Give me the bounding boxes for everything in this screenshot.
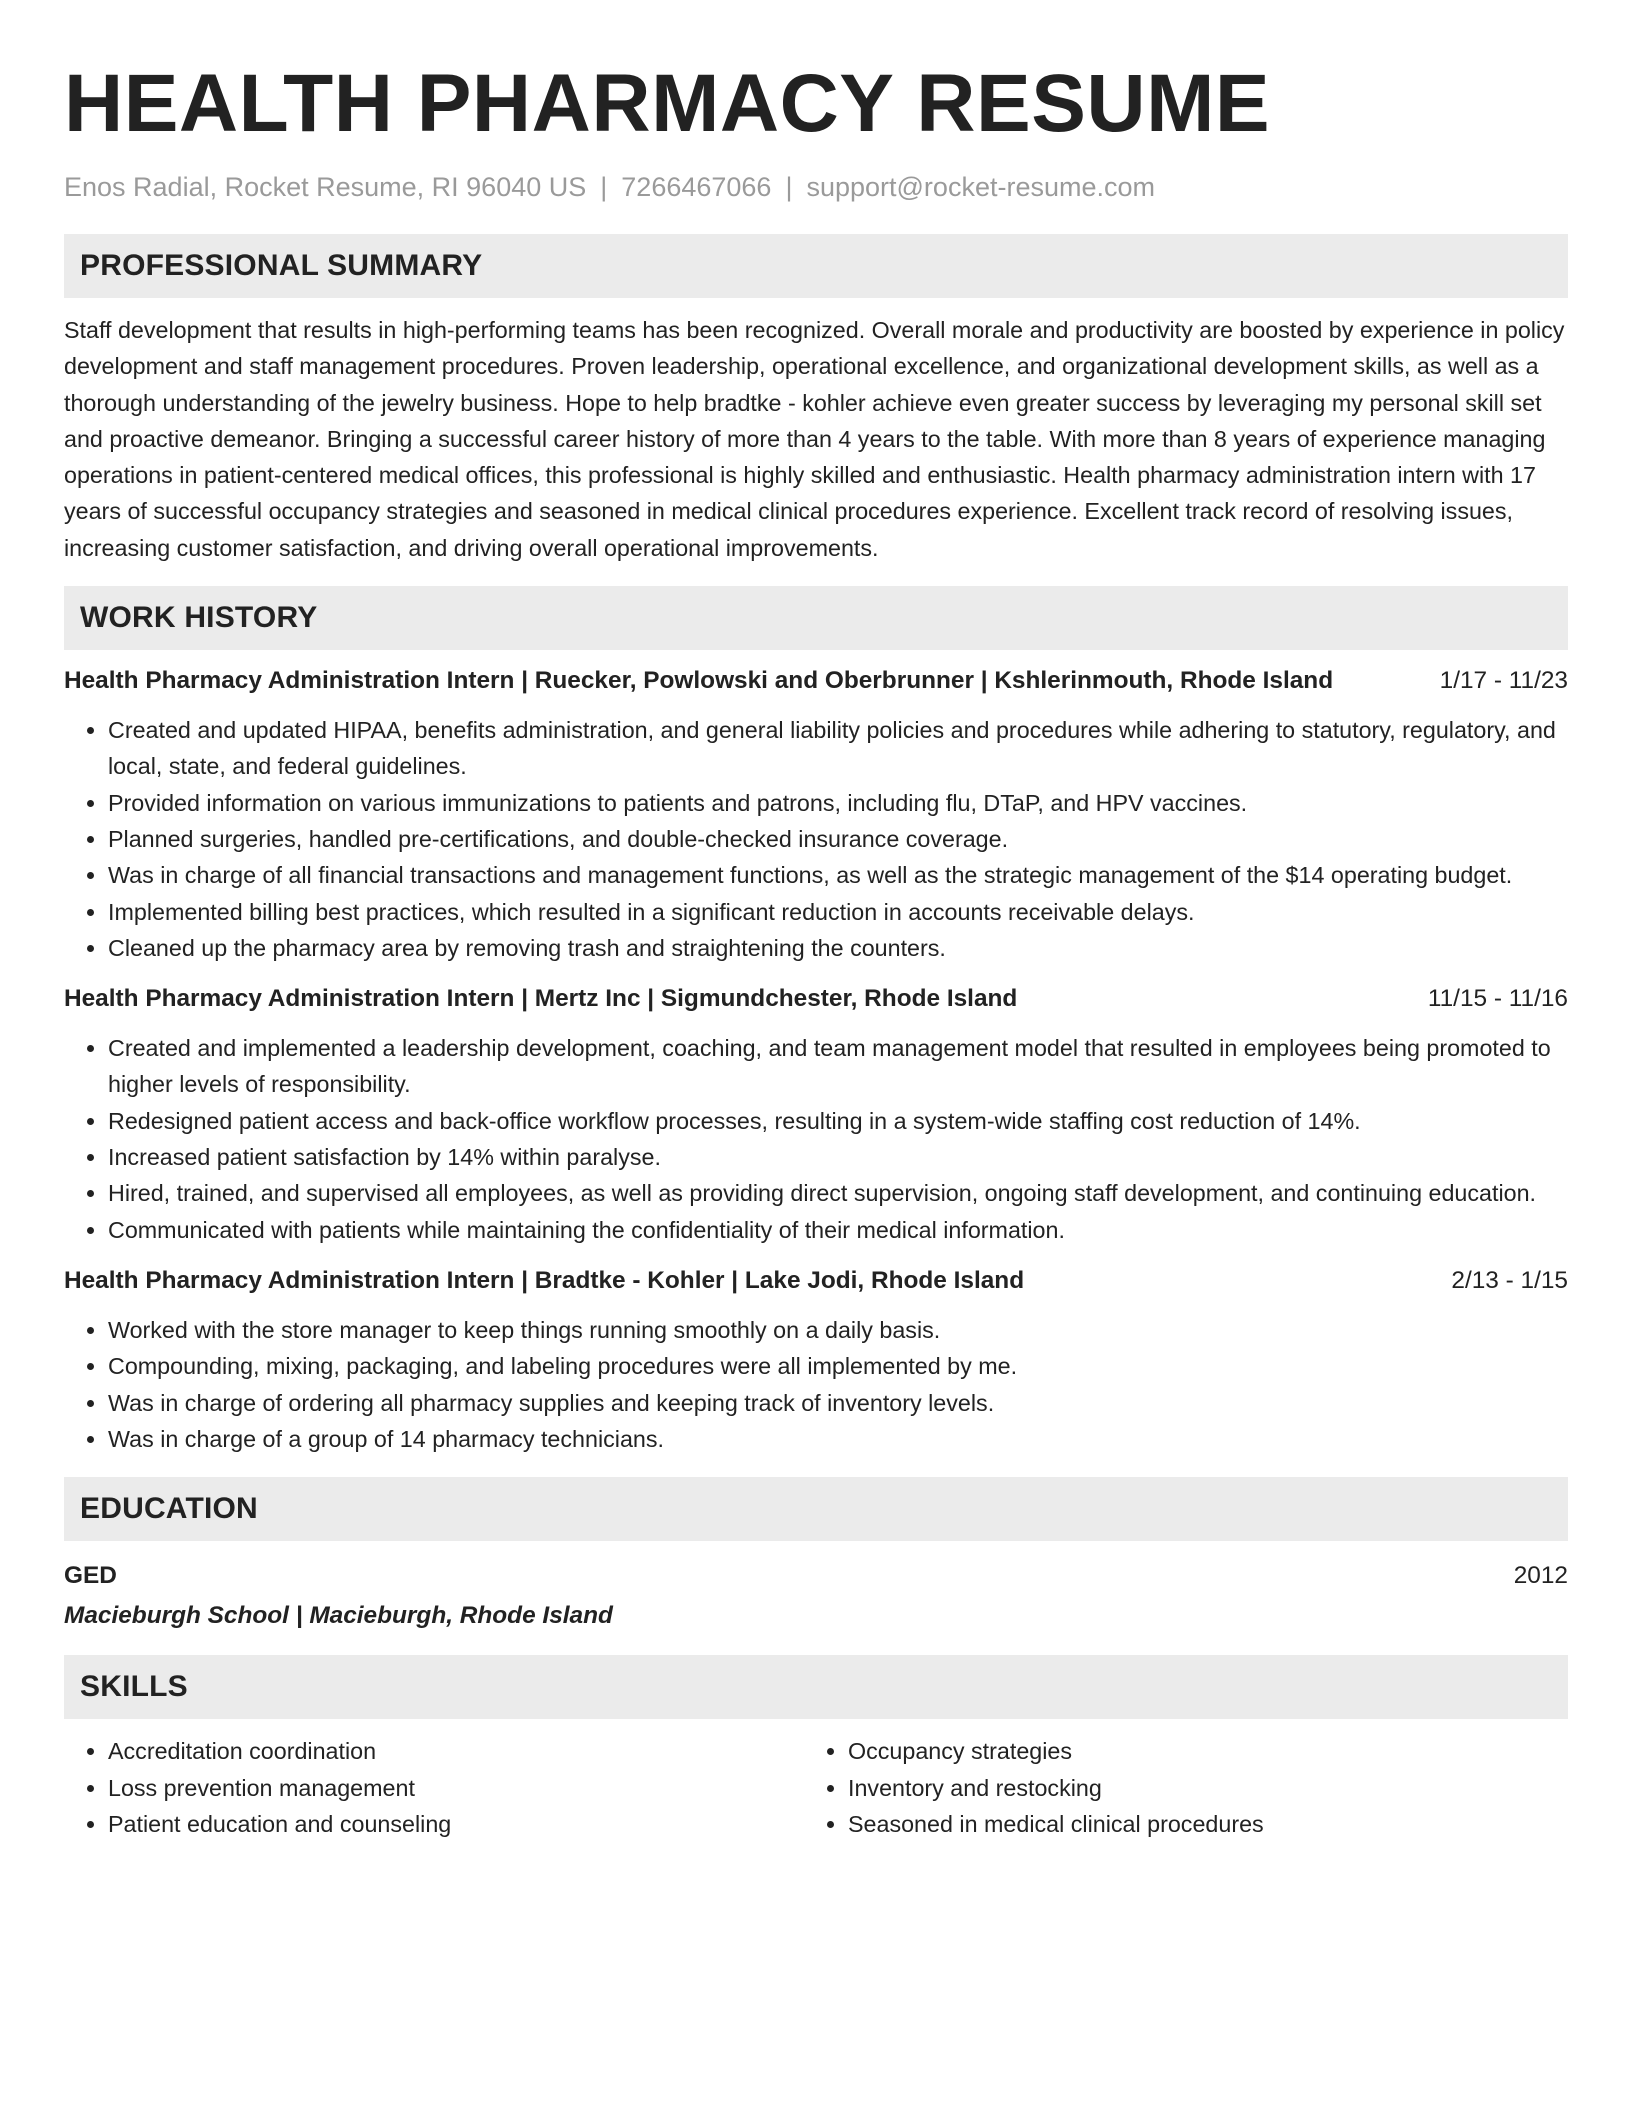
skill-item: • Patient education and counseling (108, 1806, 804, 1843)
skill-item: • Loss prevention management (108, 1770, 804, 1807)
job-bullet: • Created and implemented a leadership development, coaching, and team management model that resulted in employees being promoted to higher levels of responsibility. (108, 1030, 1568, 1103)
job-heading (64, 982, 1568, 1016)
education-year: 2012 (1513, 1562, 1568, 1590)
section-header-work-history: WORK HISTORY (64, 586, 1568, 650)
education-school: Macieburgh School | Macieburgh, Rhode Island (64, 1602, 613, 1630)
job-bullet: • Created and updated HIPAA, benefits administration, and general liability policies and procedures while adhering to statutory, regulatory, and local, state, and federal guidelines. (108, 712, 1568, 785)
job-title: Health Pharmacy Administration Intern | Ruecker, Powlowski and Oberbrunner | Kshlerinmouth, Rhode Island (64, 667, 1334, 695)
education-degree: GED (64, 1562, 117, 1590)
contact-address: Enos Radial, Rocket Resume, RI 96040 US (64, 172, 587, 202)
job-entry (64, 982, 1568, 1248)
job-heading (64, 664, 1568, 698)
job-title: Health Pharmacy Administration Intern | Bradtke - Kohler | Lake Jodi, Rhode Island (64, 1266, 1025, 1294)
job-bullet: • Cleaned up the pharmacy area by removing trash and straightening the counters. (108, 930, 1568, 966)
contact-separator: | (600, 172, 608, 202)
section-header-education: EDUCATION (64, 1477, 1568, 1541)
job-bullet: • Was in charge of a group of 14 pharmacy technicians. (108, 1421, 1568, 1457)
skills-list (64, 1733, 1568, 1843)
skill-item: • Inventory and restocking (848, 1770, 1544, 1807)
education-heading (64, 1559, 1568, 1593)
education-entry (64, 1559, 1568, 1633)
section-header-skills: SKILLS (64, 1655, 1568, 1719)
job-bullets (64, 1312, 1568, 1457)
job-bullet: • Compounding, mixing, packaging, and labeling procedures were all implemented by me. (108, 1348, 1568, 1384)
skill-item: • Accreditation coordination (108, 1733, 804, 1770)
skills-column-left (64, 1733, 804, 1843)
job-heading (64, 1264, 1568, 1298)
job-bullets (64, 1030, 1568, 1248)
job-bullet: • Hired, trained, and supervised all employees, as well as providing direct supervision, ongoing staff development, and continuing education. (108, 1175, 1568, 1211)
section-header-summary: PROFESSIONAL SUMMARY (64, 234, 1568, 298)
job-bullet: • Planned surgeries, handled pre-certifications, and double-checked insurance coverage. (108, 821, 1568, 857)
job-bullet: • Was in charge of ordering all pharmacy supplies and keeping track of inventory levels. (108, 1385, 1568, 1421)
contact-email: support@rocket-resume.com (806, 172, 1155, 202)
job-title: Health Pharmacy Administration Intern | Mertz Inc | Sigmundchester, Rhode Island (64, 985, 1018, 1013)
skill-item: • Occupancy strategies (848, 1733, 1544, 1770)
resume-title: HEALTH PHARMACY RESUME (64, 58, 1271, 149)
summary-text: Staff development that results in high-performing teams has been recognized. Overall morale and productivity are boosted by experience in policy development and staff management procedures. Proven leadership, operational excellence, and organizational development skills, as well as a thorough understanding of the jewelry business. Hope to help bradtke - kohler achieve even greater success by leveraging my personal skill set and proactive demeanor. Bringing a successful career history of more than 4 years to the table. With more than 8 years of experience managing operations in patient-centered medical offices, this professional is highly skilled and enthusiastic. Health pharmacy administration intern with 17 years of successful occupancy strategies and seasoned in medical clinical procedures experience. Excellent track record of resolving issues, increasing customer satisfaction, and driving overall operational improvements. (64, 317, 1565, 561)
contact-phone: 7266467066 (621, 172, 772, 202)
job-dates: 1/17 - 11/23 (1439, 667, 1568, 695)
job-bullet: • Provided information on various immunizations to patients and patrons, including flu, DTaP, and HPV vaccines. (108, 785, 1568, 821)
job-bullet: • Redesigned patient access and back-office workflow processes, resulting in a system-wide staffing cost reduction of 14%. (108, 1103, 1568, 1139)
job-bullet: • Increased patient satisfaction by 14% within paralyse. (108, 1139, 1568, 1175)
skills-column-right (804, 1733, 1544, 1843)
job-dates: 11/15 - 11/16 (1427, 985, 1568, 1013)
job-entry (64, 664, 1568, 966)
job-entry (64, 1264, 1568, 1457)
job-bullet: • Worked with the store manager to keep things running smoothly on a daily basis. (108, 1312, 1568, 1348)
skill-item: • Seasoned in medical clinical procedures (848, 1806, 1544, 1843)
job-bullet: • Implemented billing best practices, which resulted in a significant reduction in accounts receivable delays. (108, 894, 1568, 930)
job-dates: 2/13 - 1/15 (1451, 1266, 1568, 1294)
job-bullet: • Communicated with patients while maintaining the confidentiality of their medical information. (108, 1212, 1568, 1248)
job-bullets (64, 712, 1568, 966)
contact-line (64, 170, 1568, 204)
contact-separator: | (785, 172, 793, 202)
job-bullet: • Was in charge of all financial transactions and management functions, as well as the strategic management of the $14 operating budget. (108, 857, 1568, 893)
